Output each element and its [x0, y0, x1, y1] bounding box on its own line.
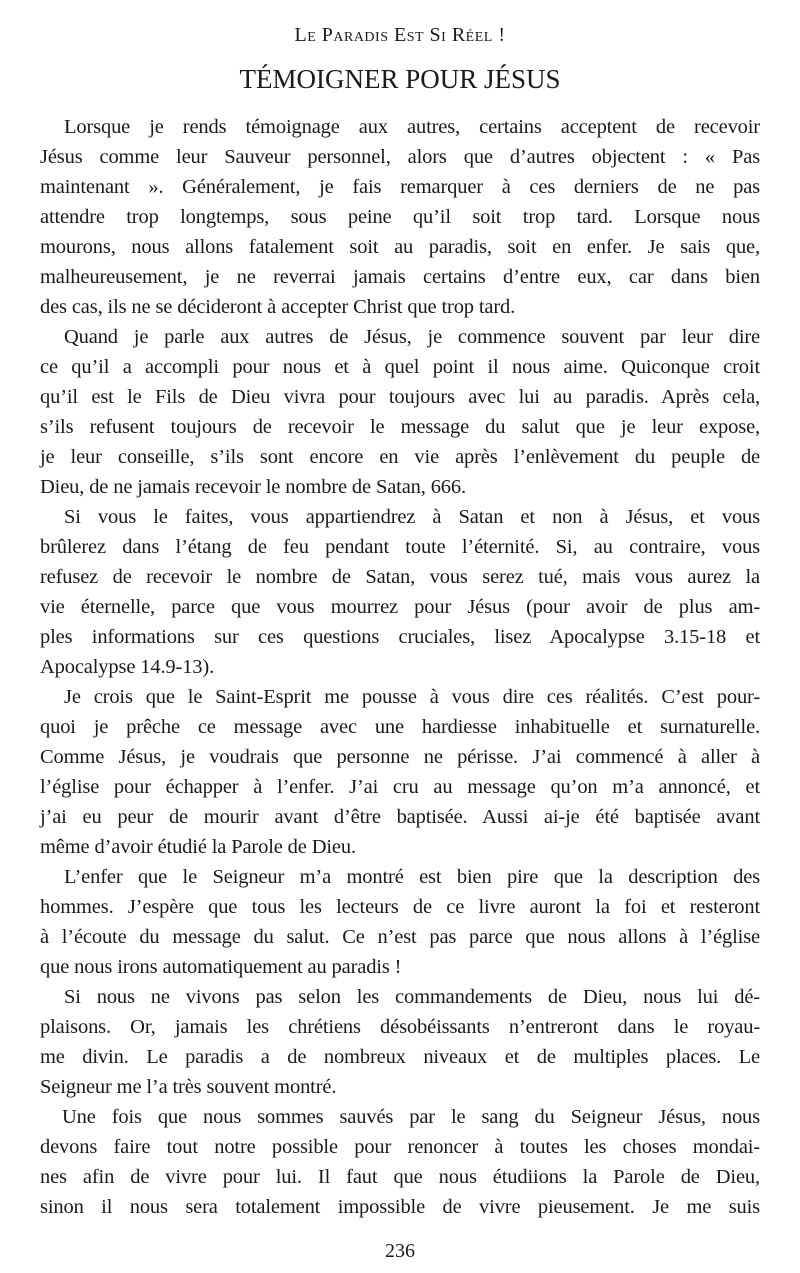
page-number: 236	[385, 1240, 415, 1262]
text-line: Une fois que nous sommes sauvés par le sang du Seigneur Jésus, nous	[62, 1106, 760, 1128]
text-line: Comme Jésus, je voudrais que personne ne périsse. J’ai commencé à aller à	[40, 746, 760, 768]
text-line: Seigneur me l’a très souvent montré.	[40, 1076, 337, 1098]
text-line: je leur conseille, s’ils sont encore en vie après l’enlèvement du peuple de	[40, 446, 760, 468]
text-line: L’enfer que le Seigneur m’a montré est bien pire que la description des	[64, 866, 760, 888]
paragraph	[40, 1102, 760, 1222]
text-line: qu’il est le Fils de Dieu vivra pour toujours avec lui au paradis. Après cela,	[40, 386, 760, 408]
text-line: ce qu’il a accompli pour nous et à quel point il nous aime. Quiconque croit	[40, 356, 760, 378]
text-line: l’église pour échapper à l’enfer. J’ai cru au message qu’on m’a annoncé, et	[40, 776, 760, 798]
paragraph	[40, 682, 760, 862]
text-line: vie éternelle, parce que vous mourrez pour Jésus (pour avoir de plus am-	[40, 596, 760, 618]
text-line: malheureusement, je ne reverrai jamais certains d’entre eux, car dans bien	[40, 266, 760, 288]
text-line: Si vous le faites, vous appartiendrez à Satan et non à Jésus, et vous	[64, 506, 760, 528]
text-line: ples informations sur ces questions cruciales, lisez Apocalypse 3.15-18 et	[40, 626, 760, 648]
chapter-title: TÉMOIGNER POUR JÉSUS	[239, 64, 561, 94]
text-line: Si nous ne vivons pas selon les commandements de Dieu, nous lui dé-	[64, 986, 760, 1008]
paragraph	[40, 502, 760, 682]
text-line: j’ai eu peur de mourir avant d’être baptisée. Aussi ai-je été baptisée avant	[40, 806, 760, 828]
text-line: plaisons. Or, jamais les chrétiens désobéissants n’entreront dans le royau-	[40, 1016, 760, 1038]
text-line: Apocalypse 14.9-13).	[40, 656, 215, 678]
text-line: attendre trop longtemps, sous peine qu’il soit trop tard. Lorsque nous	[40, 206, 760, 228]
paragraph	[40, 862, 760, 982]
body-text	[40, 112, 760, 1222]
paragraph	[40, 112, 760, 322]
text-line: même d’avoir étudié la Parole de Dieu.	[40, 836, 356, 858]
text-line: sinon il nous sera totalement impossible de vivre pieusement. Je me suis	[40, 1196, 760, 1218]
text-line: Quand je parle aux autres de Jésus, je commence souvent par leur dire	[64, 326, 760, 348]
text-line: Dieu, de ne jamais recevoir le nombre de Satan, 666.	[40, 476, 466, 498]
text-line: nes afin de vivre pour lui. Il faut que nous étudiions la Parole de Dieu,	[40, 1166, 760, 1188]
running-header: Le Paradis Est Si Réel !	[294, 24, 506, 46]
paragraph	[40, 982, 760, 1102]
text-line: hommes. J’espère que tous les lecteurs de ce livre auront la foi et resteront	[40, 896, 760, 918]
text-line: mourons, nous allons fatalement soit au paradis, soit en enfer. Je sais que,	[40, 236, 760, 258]
text-line: à l’écoute du message du salut. Ce n’est pas parce que nous allons à l’église	[40, 926, 760, 948]
text-line: Jésus comme leur Sauveur personnel, alors que d’autres objectent : « Pas	[40, 146, 760, 168]
paragraph	[40, 322, 760, 502]
text-line: quoi je prêche ce message avec une hardiesse inhabituelle et surnaturelle.	[40, 716, 760, 738]
text-line: me divin. Le paradis a de nombreux niveaux et de multiples places. Le	[40, 1046, 760, 1068]
text-line: Je crois que le Saint-Esprit me pousse à vous dire ces réalités. C’est pour-	[64, 686, 760, 708]
text-line: Lorsque je rends témoignage aux autres, certains acceptent de recevoir	[64, 116, 760, 138]
text-line: devons faire tout notre possible pour renoncer à toutes les choses mondai-	[40, 1136, 760, 1158]
text-line: s’ils refusent toujours de recevoir le message du salut que je leur expose,	[40, 416, 760, 438]
text-line: que nous irons automatiquement au paradis !	[40, 956, 402, 978]
text-line: brûlerez dans l’étang de feu pendant toute l’éternité. Si, au contraire, vous	[40, 536, 760, 558]
text-line: refusez de recevoir le nombre de Satan, vous serez tué, mais vous aurez la	[40, 566, 760, 588]
text-line: des cas, ils ne se décideront à accepter Christ que trop tard.	[40, 296, 516, 318]
text-line: maintenant ». Généralement, je fais remarquer à ces derniers de ne pas	[40, 176, 760, 198]
